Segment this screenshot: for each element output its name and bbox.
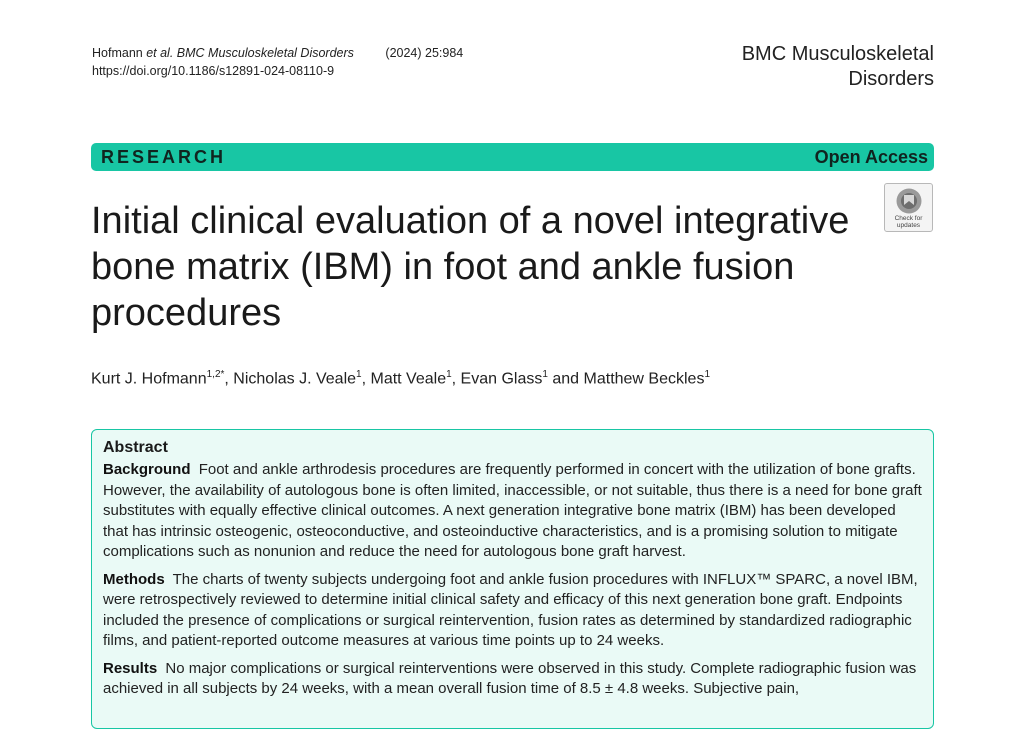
abstract-heading: Abstract <box>103 439 168 456</box>
abstract-results <box>103 659 922 700</box>
journal-name-line1: BMC Musculoskeletal <box>741 43 934 65</box>
check-for-updates-icon <box>895 187 923 215</box>
author-list <box>91 369 710 388</box>
author-separator: and <box>547 370 584 388</box>
author-name[interactable]: Matthew Beckles <box>583 370 705 388</box>
check-for-updates-button[interactable] <box>884 183 933 232</box>
citation-year-volume: (2024) 25:984 <box>385 46 464 60</box>
author-separator: , <box>451 370 461 388</box>
abstract-box <box>91 429 934 729</box>
background-text: Foot and ankle arthrodesis procedures are frequently performed in concert with the utilization of bone grafts. However, the availability of autologous bone is often limited, inaccessible, or not suitable, thus there is a need for bone graft substitutes with equally effective clinical outcomes. A next generation integrative bone matrix (IBM) has been developed that has intrinsic osteogenic, osteoconductive, and osteoinductive characteristics, and is a promising solution to mitigate complications such as nonunion and reduce the need for autologous bone graft harvest. <box>103 461 922 560</box>
author-name[interactable]: Matt Veale <box>370 370 447 388</box>
badge-line1: Check for <box>894 215 923 222</box>
author-name[interactable]: Kurt J. Hofmann <box>91 370 207 388</box>
doi-link[interactable]: https://doi.org/10.1186/s12891-024-08110-9 <box>92 64 335 78</box>
abstract-background <box>103 460 922 563</box>
methods-label: Methods <box>103 570 165 588</box>
open-access-label: Open Access <box>814 146 928 167</box>
author-separator: , <box>361 370 371 388</box>
author-name[interactable]: Evan Glass <box>460 370 543 388</box>
article-type-label: RESEARCH <box>101 146 227 167</box>
journal-name-line2: Disorders <box>848 68 934 90</box>
author-separator: , <box>224 370 234 388</box>
citation-author: Hofmann <box>92 46 147 60</box>
methods-text: The charts of twenty subjects undergoing foot and ankle fusion procedures with INFLUX™ SPARC, a novel IBM, were retrospectively reviewed to determine initial clinical safety and efficacy of this next generation bone graft. Endpoints included the presence of complications or surgical reintervention, fusion rates as determined by standardized radiographic films, and patient-reported outcome measures at various time points up to 24 weeks. <box>103 570 918 649</box>
background-label: Background <box>103 461 191 478</box>
author-name[interactable]: Nicholas J. Veale <box>233 370 357 388</box>
citation-block <box>92 44 463 80</box>
results-label: Results <box>103 659 158 677</box>
article-type-bar <box>91 143 934 171</box>
author-affiliation: 1 <box>704 369 711 380</box>
author-affiliation: 1 <box>542 369 548 380</box>
author-affiliation: 1,2* <box>206 369 225 380</box>
author-affiliation: 1 <box>356 369 362 380</box>
results-text: No major complications or surgical reinterventions were observed in this study. Complete radiographic fusion was achieved in all subjects by 24 weeks, with a mean overall fusion time of 8.5 ± 4.8 weeks. Subjective pain, <box>103 659 917 697</box>
author-affiliation: 1 <box>446 369 452 380</box>
citation-journal: et al. BMC Musculoskeletal Disorders <box>146 46 354 60</box>
journal-name <box>742 42 934 92</box>
citation-line <box>92 44 463 62</box>
badge-line2: updates <box>896 222 921 229</box>
abstract-methods <box>103 570 922 652</box>
article-title: Initial clinical evaluation of a novel integrative bone matrix (IBM) in foot and ankle fusion procedures <box>91 200 850 334</box>
